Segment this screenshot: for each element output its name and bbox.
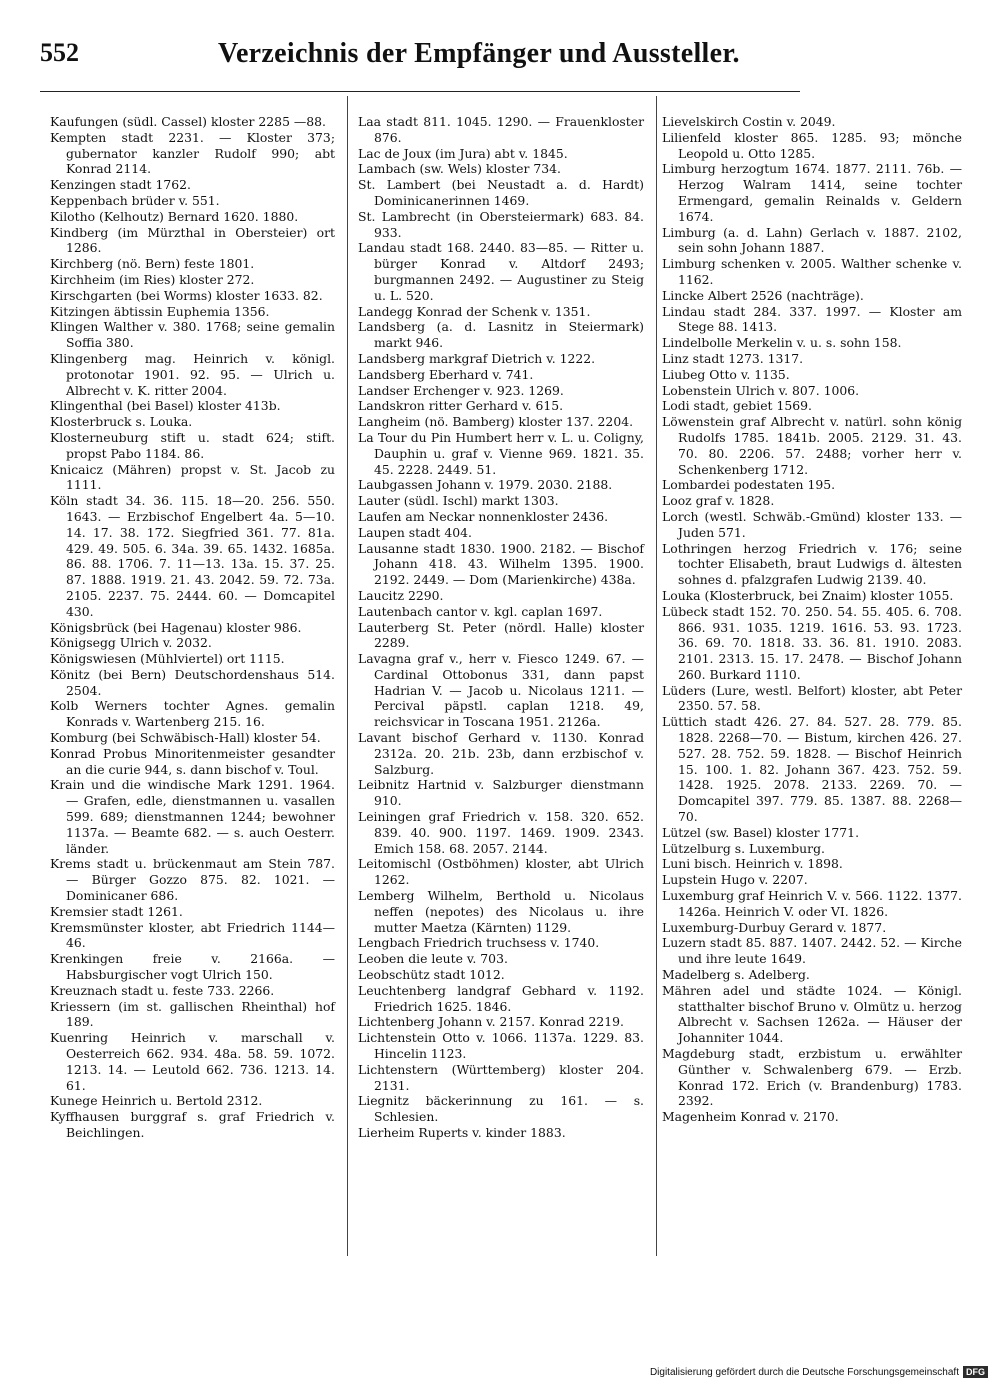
index-entry: Limburg (a. d. Lahn) Gerlach v. 1887. 2102, sein sohn Johann 1887. xyxy=(662,224,962,256)
index-entry: Komburg (bei Schwäbisch-Hall) kloster 54. xyxy=(50,730,321,746)
index-entry: Lichtenstern (Württemberg) kloster 204. 2131. xyxy=(358,1061,644,1093)
index-entry: Kirchberg (nö. Bern) feste 1801. xyxy=(50,256,255,272)
index-entry: Liegnitz bäckerinnung zu 161. — s. Schlesien. xyxy=(358,1093,644,1125)
index-entry: Königsegg Ulrich v. 2032. xyxy=(50,635,212,651)
index-entry: Limburg schenken v. 2005. Walther schenke v. 1162. xyxy=(662,256,962,287)
index-entry: Leiningen graf Friedrich v. 158. 320. 652. 839. 40. 900. 1197. 1469. 1909. 2343. Emich 158. 68. 2057. 2144. xyxy=(358,809,644,856)
index-entry: Lupstein Hugo v. 2207. xyxy=(662,872,808,888)
index-entry: Laufen am Neckar nonnenkloster 2436. xyxy=(358,508,609,524)
index-entry: Knicaicz (Mähren) propst v. St. Jacob zu 1111. xyxy=(50,461,335,493)
index-entry: Klosterbruck s. Louka. xyxy=(50,414,193,430)
page-title: Verzeichnis der Empfänger und Aussteller. xyxy=(218,38,740,69)
index-entry: Kyffhausen burggraf s. graf Friedrich v. Beichlingen. xyxy=(50,1109,335,1140)
index-entry: Laupen stadt 404. xyxy=(358,524,472,540)
header-rule xyxy=(40,91,800,92)
index-entry: Laucitz 2290. xyxy=(358,587,444,603)
index-entry: Landegg Konrad der Schenk v. 1351. xyxy=(358,303,591,319)
index-entry: Lindau stadt 284. 337. 1997. — Kloster am Stege 88. 1413. xyxy=(662,303,962,335)
index-entry: Madelberg s. Adelberg. xyxy=(662,967,810,983)
index-entry: St. Lambert (bei Neustadt a. d. Hardt) Dominicanerinnen 1469. xyxy=(358,177,644,208)
index-entry: Lautenbach cantor v. kgl. caplan 1697. xyxy=(358,603,603,619)
index-entry: Mähren adel und städte 1024. — Königl. statthalter bischof Bruno v. Olmütz u. herzog Albrecht v. Sachsen 1262a. — Häuser der Johanniter 1044. xyxy=(662,982,962,1046)
index-entry: St. Lambrecht (in Obersteiermark) 683. 84. 933. xyxy=(358,208,644,240)
page-number: 552 xyxy=(40,38,79,67)
index-entry: Lausanne stadt 1830. 1900. 2182. — Bischof Johann 418. 43. Wilhelm 1395. 1900. 2192. 2449. — Dom (Marienkirche) 438a. xyxy=(358,540,644,588)
index-entry: Kremsier stadt 1261. xyxy=(50,903,183,919)
index-entry: Kaufungen (südl. Cassel) kloster 2285 —88. xyxy=(50,114,326,129)
index-entry: Laubgassen Johann v. 1979. 2030. 2188. xyxy=(358,477,613,493)
index-entry: Magenheim Konrad v. 2170. xyxy=(662,1109,839,1125)
column-divider xyxy=(347,96,348,1256)
index-entry: Lilienfeld kloster 865. 1285. 93; mönche Leopold u. Otto 1285. xyxy=(662,129,962,161)
index-entry: Lincke Albert 2526 (nachträge). xyxy=(662,287,864,303)
index-entry: Kenzingen stadt 1762. xyxy=(50,177,191,193)
index-entry: Kilotho (Kelhoutz) Bernard 1620. 1880. xyxy=(50,208,299,224)
index-entry: Lobenstein Ulrich v. 807. 1006. xyxy=(662,382,860,398)
index-entry: Kriessern (im st. gallischen Rheinthal) hof 189. xyxy=(50,998,335,1030)
index-entry: Klingenberg mag. Heinrich v. königl. protonotar 1901. 92. 95. — Ulrich u. Albrecht v. K. ritter 2004. xyxy=(50,350,335,398)
index-entry: Kirchheim (im Ries) kloster 272. xyxy=(50,271,255,287)
index-entry: Löwenstein graf Albrecht v. natürl. sohn könig Rudolfs 1785. 1841b. 2005. 2129. 31. 43. 70. 80. 2206. 57. 2488; vorher herr v. Schenkenberg 1712. xyxy=(662,414,962,477)
index-entry: Leobschütz stadt 1012. xyxy=(358,967,505,983)
index-entry: Kirschgarten (bei Worms) kloster 1633. 82. xyxy=(50,287,323,303)
index-entry: Landsberg markgraf Dietrich v. 1222. xyxy=(358,350,596,366)
index-entry: Lützel (sw. Basel) kloster 1771. xyxy=(662,824,860,840)
index-entry: Leibnitz Hartnid v. Salzburger dienstmann 910. xyxy=(358,777,644,809)
index-entry: Lac de Joux (im Jura) abt v. 1845. xyxy=(358,145,568,161)
index-entry: Lüttich stadt 426. 27. 84. 527. 28. 779. 85. 1828. 2268—70. — Bistum, kirchen 426. 27. 527. 28. 752. 59. 1828. — Bischof Heinrich 15. 100. 1. 82. Johann 367. 423. 752. 59. 1428. 1925. 2078. 2133. 2269. 70. — Domcapitel 397. 779. 85. 1387. 88. 2268—70. xyxy=(662,714,962,825)
index-column-2 xyxy=(358,114,644,1141)
index-entry: Luxemburg-Durbuy Gerard v. 1877. xyxy=(662,919,887,935)
index-entry: Kremsmünster kloster, abt Friedrich 1144—46. xyxy=(50,919,335,951)
footer xyxy=(650,1366,988,1378)
index-entry: Lichtenstein Otto v. 1066. 1137a. 1229. 83. Hincelin 1123. xyxy=(358,1030,644,1062)
index-entry: Königswiesen (Mühlviertel) ort 1115. xyxy=(50,651,285,667)
index-entry: Kunege Heinrich u. Bertold 2312. xyxy=(50,1093,263,1109)
index-entry: Lützelburg s. Luxemburg. xyxy=(662,840,825,856)
index-entry: Magdeburg stadt, erzbistum u. erwählter Günther v. Schwalenberg 679. — Erzb. Konrad 172. Erich (v. Brandenburg) 1783. 2392. xyxy=(662,1046,962,1109)
index-entry: Laa stadt 811. 1045. 1290. — Frauenkloster 876. xyxy=(358,114,644,145)
index-entry: Luxemburg graf Heinrich V. v. 566. 1122. 1377. 1426a. Heinrich V. oder VI. 1826. xyxy=(662,888,962,919)
index-entry: Klosterneuburg stift u. stadt 624; stift. propst Pabo 1184. 86. xyxy=(50,429,335,461)
index-entry: Kitzingen äbtissin Euphemia 1356. xyxy=(50,303,270,319)
column-divider xyxy=(656,96,657,1256)
index-entry: Lothringen herzog Friedrich v. 176; seine tochter Elisabeth, braut Ludwigs d. ältesten sohnes d. pfalzgrafen Ludwig 2139. 40. xyxy=(662,540,962,588)
index-entry: Lauter (südl. Ischl) markt 1303. xyxy=(358,493,559,509)
index-entry: Landser Erchenger v. 923. 1269. xyxy=(358,382,564,398)
index-entry: Lodi stadt, gebiet 1569. xyxy=(662,398,812,414)
index-entry: Louka (Klosterbruck, bei Znaim) kloster 1055. xyxy=(662,587,954,603)
index-entry: Kreuznach stadt u. feste 733. 2266. xyxy=(50,982,275,998)
index-entry: Lambach (sw. Wels) kloster 734. xyxy=(358,161,561,177)
index-entry: Leuchtenberg landgraf Gebhard v. 1192. Friedrich 1625. 1846. xyxy=(358,982,644,1014)
index-entry: Looz graf v. 1828. xyxy=(662,493,775,509)
index-entry: Lauterberg St. Peter (nördl. Halle) kloster 2289. xyxy=(358,619,644,651)
index-entry: Landskron ritter Gerhard v. 615. xyxy=(358,398,564,414)
index-entry: Konrad Probus Minoritenmeister gesandter an die curie 944, s. dann bischof v. Toul. xyxy=(50,745,335,777)
index-entry: Landsberg (a. d. Lasnitz in Steiermark) markt 946. xyxy=(358,319,644,351)
index-entry: Lindelbolle Merkelin v. u. s. sohn 158. xyxy=(662,335,902,351)
index-entry: Lemberg Wilhelm, Berthold u. Nicolaus neffen (nepotes) des Nicolaus u. ihre mutter Maetza (Kärnten) 1129. xyxy=(358,888,644,935)
index-entry: Klingen Walther v. 380. 1768; seine gemalin Soffia 380. xyxy=(50,319,335,351)
index-entry: Landsberg Eberhard v. 741. xyxy=(358,366,534,382)
index-entry: Keppenbach brüder v. 551. xyxy=(50,192,220,208)
index-entry: Krain und die windische Mark 1291. 1964. — Grafen, edle, dienstmannen u. vasallen 599. 689; dienstmannen 1244; bewohner 1137a. — Beamte 682. — s. auch Oesterr. länder. xyxy=(50,777,335,856)
index-entry: Leitomischl (Ostböhmen) kloster, abt Ulrich 1262. xyxy=(358,856,644,888)
index-entry: Lengbach Friedrich truchsess v. 1740. xyxy=(358,935,600,951)
dfg-logo: DFG xyxy=(963,1366,988,1378)
index-entry: Krems stadt u. brückenmaut am Stein 787. — Bürger Gozzo 875. 82. 1021. — Dominicaner 686. xyxy=(50,856,335,904)
index-column-3 xyxy=(662,114,962,1125)
index-entry: Limburg herzogtum 1674. 1877. 2111. 76b. — Herzog Walram 1414, seine tochter Ermengard, gemalin Reinalds v. Geldern 1674. xyxy=(662,161,962,224)
index-entry: Lombardei podestaten 195. xyxy=(662,477,836,493)
index-entry: Lübeck stadt 152. 70. 250. 54. 55. 405. 6. 708. 866. 931. 1035. 1219. 1616. 53. 93. 1723. 36. 69. 70. 1818. 33. 36. 81. 1910. 2083. 2101. 2313. 15. 17. 2478. — Bischof Johann 260. Burkard 1110. xyxy=(662,603,962,682)
index-entry: Klingenthal (bei Basel) kloster 413b. xyxy=(50,398,281,414)
index-entry: Kuenring Heinrich v. marschall v. Oesterreich 662. 934. 48a. 58. 59. 1072. 1213. 14. — Leutold 662. 736. 1213. 14. 61. xyxy=(50,1030,335,1093)
index-entry: Lüders (Lure, westl. Belfort) kloster, abt Peter 2350. 57. 58. xyxy=(662,682,962,714)
index-entry: Lievelskirch Costin v. 2049. xyxy=(662,114,836,129)
index-entry: Liubeg Otto v. 1135. xyxy=(662,366,790,382)
index-entry: Kindberg (im Mürzthal in Obersteier) ort 1286. xyxy=(50,224,335,256)
index-entry: Lavant bischof Gerhard v. 1130. Konrad 2312a. 20. 21b. 23b, dann erzbischof v. Salzburg. xyxy=(358,730,644,777)
index-entry: Krenkingen freie v. 2166a. — Habsburgischer vogt Ulrich 150. xyxy=(50,951,335,983)
index-entry: Kolb Werners tochter Agnes. gemalin Konrads v. Wartenberg 215. 16. xyxy=(50,698,335,730)
index-entry: Lierheim Ruperts v. kinder 1883. xyxy=(358,1125,566,1140)
index-entry: La Tour du Pin Humbert herr v. L. u. Coligny, Dauphin u. graf v. Vienne 969. 1821. 35. 45. 2228. 2449. 51. xyxy=(358,429,644,477)
index-entry: Königsbrück (bei Hagenau) kloster 986. xyxy=(50,619,302,635)
index-entry: Kempten stadt 2231. — Kloster 373; gubernator kanzler Rudolf 990; abt Konrad 2114. xyxy=(50,129,335,177)
index-entry: Könitz (bei Bern) Deutschordenshaus 514. 2504. xyxy=(50,666,335,698)
index-entry: Landau stadt 168. 2440. 83—85. — Ritter u. bürger Konrad v. Altdorf 2493; burgmannen 2492. — Augustiner zu Steig u. L. 520. xyxy=(358,240,644,303)
page-header xyxy=(40,38,800,78)
index-entry: Köln stadt 34. 36. 115. 18—20. 256. 550. 1643. — Erzbischof Engelbert 4a. 5—10. 14. 17. 38. 172. Siegfried 361. 77. 81a. 429. 49. 505. 6. 34a. 39. 65. 1432. 1685a. 86. 88. 1706. 7. 11—13. 13a. 15. 37. 25. 87. 1888. 1919. 21. 43. 2042. 59. 72. 73a. 2105. 2237. 75. 2444. 60. — Domcapitel 430. xyxy=(50,493,335,619)
index-entry: Lavagna graf v., herr v. Fiesco 1249. 67. — Cardinal Ottobonus 331, dann papst Hadrian V. — Jacob u. Nicolaus 1211. — Percival päpstl. caplan 1218. 49, reichsvicar in Toscana 1951. 2126a. xyxy=(358,651,644,730)
index-entry: Lichtenberg Johann v. 2157. Konrad 2219. xyxy=(358,1014,624,1030)
index-entry: Luzern stadt 85. 887. 1407. 2442. 52. — Kirche und ihre leute 1649. xyxy=(662,935,962,967)
index-entry: Lorch (westl. Schwäb.-Gmünd) kloster 133. — Juden 571. xyxy=(662,508,962,540)
index-column-1 xyxy=(50,114,335,1141)
index-entry: Langheim (nö. Bamberg) kloster 137. 2204. xyxy=(358,414,634,430)
index-entry: Leoben die leute v. 703. xyxy=(358,951,508,967)
index-entry: Linz stadt 1273. 1317. xyxy=(662,350,804,366)
footer-credit: Digitalisierung gefördert durch die Deutsche Forschungsgemeinschaft xyxy=(649,1366,959,1378)
index-entry: Luni bisch. Heinrich v. 1898. xyxy=(662,856,843,872)
